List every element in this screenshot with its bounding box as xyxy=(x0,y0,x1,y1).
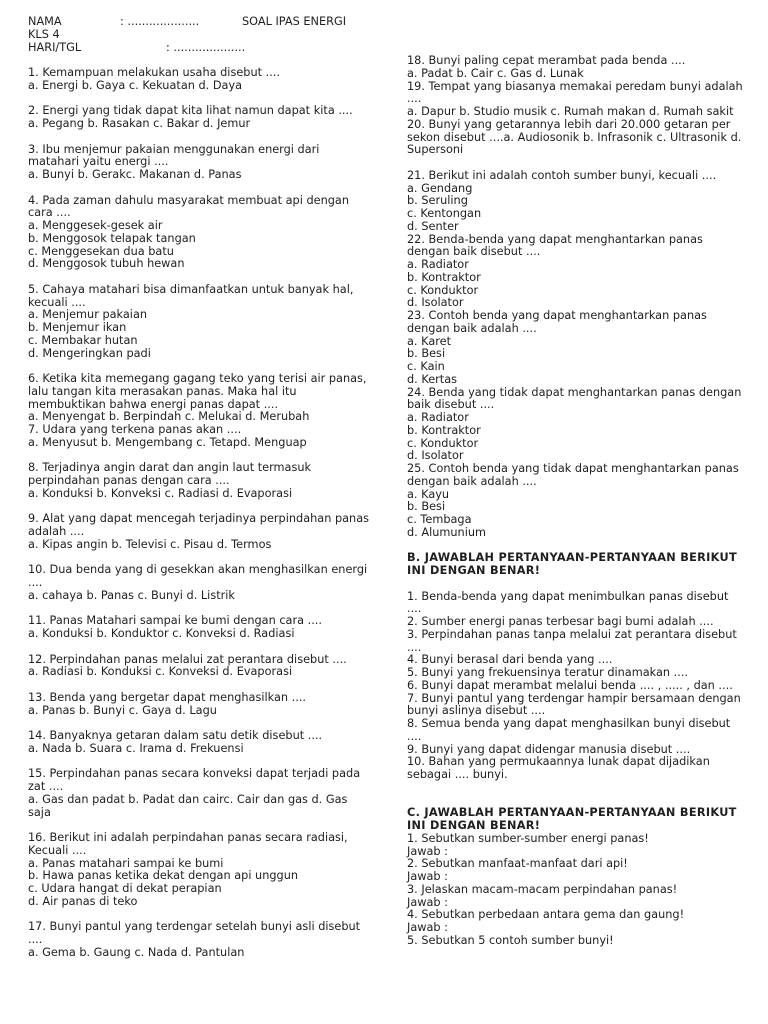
question-line: 25. Contoh benda yang tidak dapat menghantarkan panas dengan baik adalah .... xyxy=(407,462,739,488)
section-c-item: Jawab : xyxy=(407,895,448,909)
question-line: 3. Ibu menjemur pakaian menggunakan energi dari matahari yaitu energi .... xyxy=(28,142,320,169)
question-line: a. Konduksi b. Konveksi c. Radiasi d. Evaporasi xyxy=(28,486,293,500)
question-line: 5. Cahaya matahari bisa dimanfaatkan untuk banyak hal, kecuali .... xyxy=(28,282,354,309)
question-line: d. Mengeringkan padi xyxy=(28,346,151,360)
section-c-item: 1. Sebutkan sumber-sumber energi panas! xyxy=(407,831,649,845)
question-line: b. Menjemur ikan xyxy=(28,321,127,334)
question-line: b. Besi xyxy=(407,347,446,361)
question-line: a. Pegang b. Rasakan c. Bakar d. Jemur xyxy=(28,117,251,130)
question-line: c. Menggesekan dua batu xyxy=(28,244,174,258)
question-line: 12. Perpindahan panas melalui zat perantara disebut .... xyxy=(28,652,347,666)
question-line: 24. Benda yang tidak dapat menghantarkan panas dengan baik disebut .... xyxy=(407,385,742,412)
question-line: d. Isolator xyxy=(407,449,464,463)
question-line: d. Air panas di teko xyxy=(28,894,138,908)
question-line: c. Konduktor xyxy=(407,436,479,450)
question-line: d. Isolator xyxy=(407,296,464,310)
question-line: 20. Bunyi yang getarannya lebih dari 20.000 getaran per sekon disebut ....a. Audiosonik b. Infrasonik c. Ultrasonik d. Supersoni xyxy=(407,117,742,157)
section-b-item: 6. Bunyi dapat merambat melalui benda .... , ..... , dan .... xyxy=(407,678,733,692)
section-b-item: 4. Bunyi berasal dari benda yang .... xyxy=(407,653,613,667)
header-nama-row xyxy=(28,16,373,29)
left-question-list xyxy=(28,67,373,960)
section-c-item: 2. Sebutkan manfaat-manfaat dari api! xyxy=(407,857,628,871)
question-line: 9. Alat yang dapat mencegah terjadinya perpindahan panas adalah .... xyxy=(28,512,370,538)
question-line: c. Membakar hutan xyxy=(28,333,138,347)
section-b-item: 7. Bunyi pantul yang terdengar hampir bersamaan dengan bunyi aslinya disebut .... xyxy=(407,691,741,718)
question-line: 8. Terjadinya angin darat dan angin laut termasuk perpindahan panas dengan cara .... xyxy=(28,461,312,487)
question-line: 14. Banyaknya getaran dalam satu detik disebut .... xyxy=(28,729,323,742)
question-line: a. Menggesek-gesek air xyxy=(28,219,163,232)
section-c-item: Jawab : xyxy=(407,844,448,858)
section-c-item: 4. Sebutkan perbedaan antara gema dan gaung! xyxy=(407,908,685,922)
section-c-item: Jawab : xyxy=(407,870,448,883)
right-column xyxy=(407,55,743,948)
left-column xyxy=(28,16,373,960)
question-line: c. Kentongan xyxy=(407,207,482,220)
section-b-item: 3. Perpindahan panas tanpa melalui zat perantara disebut .... xyxy=(407,627,737,654)
worksheet-title: SOAL IPAS ENERGI xyxy=(242,15,347,28)
question-line: 6. Ketika kita memegang gagang teko yang terisi air panas, lalu tangan kita merasakan panas. Maka hal itu membuktikan bahwa energi panas dapat .... xyxy=(28,372,367,411)
question-line: d. Kertas xyxy=(407,372,458,386)
question-line: d. Senter xyxy=(407,219,459,233)
question-line: a. Kipas angin b. Televisi c. Pisau d. Termos xyxy=(28,537,272,551)
question-line: 17. Bunyi pantul yang terdengar setelah bunyi asli disebut .... xyxy=(28,920,361,946)
question-line: a. Menyengat b. Berpindah c. Melukai d. Merubah xyxy=(28,410,310,424)
question-line: 2. Energi yang tidak dapat kita lihat namun dapat kita .... xyxy=(28,104,353,118)
question-line: 18. Bunyi paling cepat merambat pada benda .... xyxy=(407,54,686,67)
question-line: c. Tembaga xyxy=(407,513,472,526)
section-b-item: 8. Semua benda yang dapat menghasilkan bunyi disebut .... xyxy=(407,717,731,743)
question-line: a. Bunyi b. Gerakc. Makanan d. Panas xyxy=(28,168,242,181)
section-c-item: 5. Sebutkan 5 contoh sumber bunyi! xyxy=(407,933,614,947)
nama-label: NAMA xyxy=(28,15,62,28)
question-line: 23. Contoh benda yang dapat menghantarkan panas dengan baik adalah .... xyxy=(407,309,707,335)
question-line: a. Gema b. Gaung c. Nada d. Pantulan xyxy=(28,945,245,959)
question-line: a. Gas dan padat b. Padat dan cairc. Cair dan gas d. Gas saja xyxy=(28,792,348,819)
question-line: a. Konduksi b. Konduktor c. Konveksi d. Radiasi xyxy=(28,627,295,640)
hari-field: : .................... xyxy=(166,40,246,54)
question-line: b. Menggosok telapak tangan xyxy=(28,231,196,245)
question-line: a. Radiator xyxy=(407,411,469,424)
question-line: b. Besi xyxy=(407,500,446,514)
question-line: a. Karet xyxy=(407,334,452,348)
question-line: 11. Panas Matahari sampai ke bumi dengan cara .... xyxy=(28,614,322,628)
question-line: a. Padat b. Cair c. Gas d. Lunak xyxy=(407,66,584,80)
question-line: 7. Udara yang terkena panas akan .... xyxy=(28,423,242,436)
nama-field: : .................... xyxy=(120,15,200,28)
right-question-list xyxy=(407,55,743,540)
section-b-item: 10. Bahan yang permukaannya lunak dapat dijadikan sebagai .... bunyi. xyxy=(407,755,710,781)
question-line: 16. Berikut ini adalah perpindahan panas secara radiasi, Kecuali .... xyxy=(28,831,348,857)
question-line: d. Alumunium xyxy=(407,525,487,539)
section-b-item: 2. Sumber energi panas terbesar bagi bumi adalah .... xyxy=(407,615,714,628)
section-c-list xyxy=(407,833,743,948)
question-line: 19. Tempat yang biasanya memakai peredam bunyi adalah .... xyxy=(407,79,743,106)
question-line: 22. Benda-benda yang dapat menghantarkan panas dengan baik disebut .... xyxy=(407,232,703,259)
question-line: a. Menyusut b. Mengembang c. Tetapd. Menguap xyxy=(28,435,307,449)
question-line: 10. Dua benda yang di gesekkan akan menghasilkan energi .... xyxy=(28,563,368,589)
section-b-item: 1. Benda-benda yang dapat menimbulkan panas disebut .... xyxy=(407,589,729,616)
question-line: b. Kontraktor xyxy=(407,423,481,437)
question-line: b. Seruling xyxy=(407,194,468,208)
section-b-item: 9. Bunyi yang dapat didengar manusia disebut .... xyxy=(407,742,691,756)
section-c-item: Jawab : xyxy=(407,921,448,934)
question-line: a. Menjemur pakaian xyxy=(28,308,148,322)
question-line: a. Dapur b. Studio musik c. Rumah makan d. Rumah sakit xyxy=(407,105,734,118)
question-line: c. Udara hangat di dekat perapian xyxy=(28,882,222,895)
question-line: a. Radiasi b. Konduksi c. Konveksi d. Evaporasi xyxy=(28,665,293,679)
question-line: a. Gendang xyxy=(407,181,473,195)
question-line: a. Kayu xyxy=(407,487,450,501)
question-line: a. Panas matahari sampai ke bumi xyxy=(28,856,224,870)
kls-label: KLS 4 xyxy=(28,27,60,41)
question-line: b. Kontraktor xyxy=(407,270,481,284)
section-c-title: C. JAWABLAH PERTANYAAN-PERTANYAAN BERIKUT INI DENGAN BENAR! xyxy=(407,806,737,832)
question-line: a. Energi b. Gaya c. Kekuatan d. Daya xyxy=(28,78,243,92)
question-line: a. Radiator xyxy=(407,258,469,271)
section-b-list xyxy=(407,591,743,782)
question-line: d. Menggosok tubuh hewan xyxy=(28,257,185,271)
question-line: a. cahaya b. Panas c. Bunyi d. Listrik xyxy=(28,588,235,602)
question-line: a. Panas b. Bunyi c. Gaya d. Lagu xyxy=(28,703,217,717)
question-line: 13. Benda yang bergetar dapat menghasilkan .... xyxy=(28,690,307,704)
question-line: 21. Berikut ini adalah contoh sumber bunyi, kecuali .... xyxy=(407,168,717,182)
question-line: 1. Kemampuan melakukan usaha disebut .... xyxy=(28,66,280,79)
section-b-item: 5. Bunyi yang frekuensinya teratur dinamakan .... xyxy=(407,666,689,679)
question-line: c. Konduktor xyxy=(407,283,479,297)
question-line: 15. Perpindahan panas secara konveksi dapat terjadi pada zat .... xyxy=(28,767,361,793)
question-line: a. Nada b. Suara c. Irama d. Frekuensi xyxy=(28,741,244,755)
header-hari-row xyxy=(28,42,373,55)
question-line: b. Hawa panas ketika dekat dengan api unggun xyxy=(28,869,299,883)
section-b-title: B. JAWABLAH PERTANYAAN-PERTANYAAN BERIKUT INI DENGAN BENAR! xyxy=(407,551,738,577)
question-line: 4. Pada zaman dahulu masyarakat membuat api dengan cara .... xyxy=(28,193,349,220)
section-c-item: 3. Jelaskan macam-macam perpindahan panas! xyxy=(407,882,678,896)
hari-label: HARI/TGL xyxy=(28,40,82,54)
question-line: c. Kain xyxy=(407,360,445,373)
